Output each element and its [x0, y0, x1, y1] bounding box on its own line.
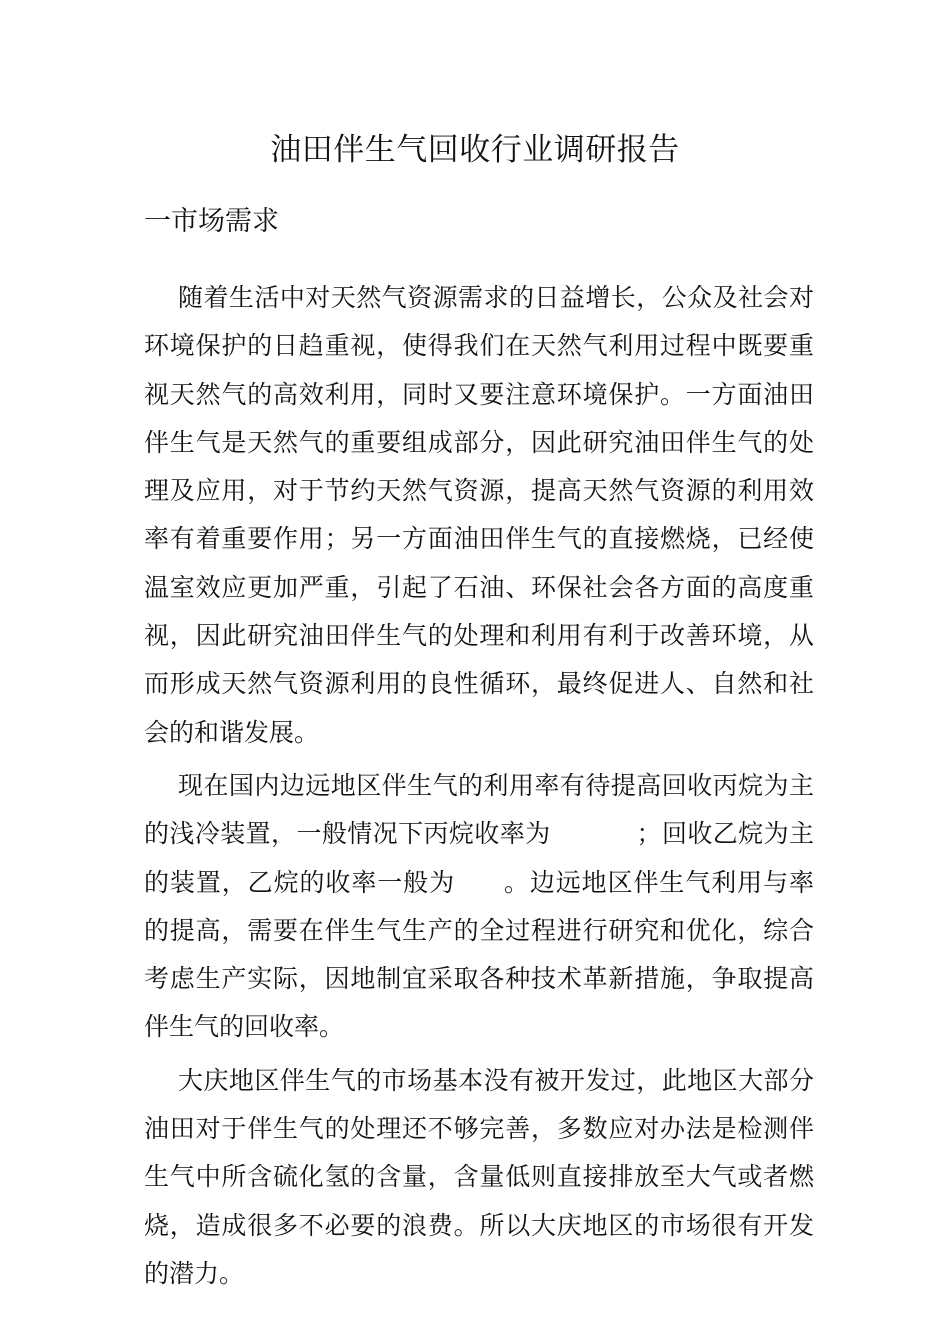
paragraph-2-part-2: ；回收乙烷为主的装置，乙烷的收率一般为	[144, 819, 814, 897]
body-text	[144, 274, 814, 1303]
paragraph-2	[144, 762, 814, 1052]
paragraph-2-part-3: 。边远地区伴生气利用与率的提高，需要在伴生气生产的全过程进行研究和优化，综合考虑生产实际，因地制宜采取各种技术革新措施，争取提高伴生气的回收率。	[144, 867, 814, 1042]
paragraph-1: 随着生活中对天然气资源需求的日益增长，公众及社会对环境保护的日趋重视，使得我们在天然气利用过程中既要重视天然气的高效利用，同时又要注意环境保护。一方面油田伴生气是天然气的重要组成部分，因此研究油田伴生气的处理及应用，对于节约天然气资源，提高天然气资源的利用效率有着重要作用；另一方面油田伴生气的直接燃烧，已经使温室效应更加严重，引起了石油、环保社会各方面的高度重视，因此研究油田伴生气的处理和利用有利于改善环境，从而形成天然气资源利用的良性循环，最终促进人、自然和社会的和谐发展。	[144, 283, 814, 747]
document-title: 油田伴生气回收行业调研报告	[270, 132, 680, 168]
section-heading: 一市场需求	[144, 206, 279, 237]
paragraph-2-part-1: 现在国内边远地区伴生气的利用率有待提高回收丙烷为主的浅冷装置，一般情况下丙烷收率为	[144, 770, 814, 849]
paragraph-3: 大庆地区伴生气的市场基本没有被开发过，此地区大部分油田对于伴生气的处理还不够完善，多数应对办法是检测伴生气中所含硫化氢的含量，含量低则直接排放至大气或者燃烧，造成很多不必要的浪费。所以大庆地区的市场很有开发的潜力。	[144, 1065, 814, 1288]
